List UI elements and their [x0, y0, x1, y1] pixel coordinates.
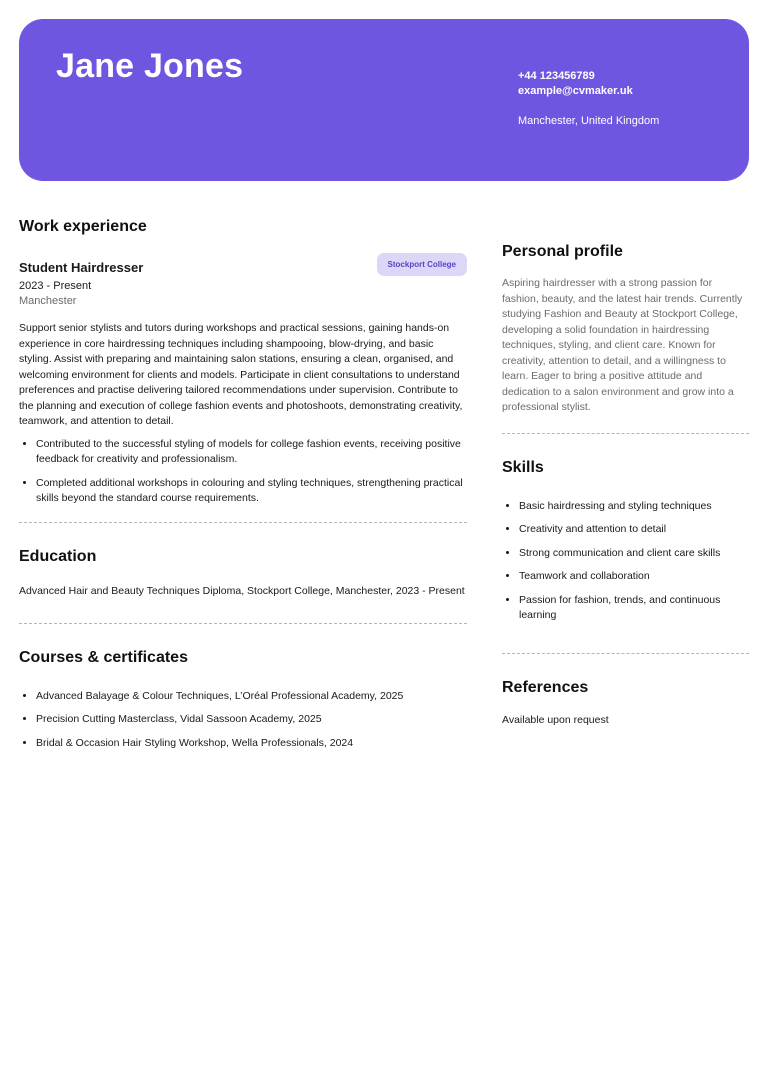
- email-address: example@cvmaker.uk: [518, 85, 633, 97]
- profile-section: [502, 243, 749, 416]
- list-item: • Advanced Balayage & Colour Techniques, L’Oréal Professional Academy, 2025: [36, 689, 467, 704]
- phone-number: +44 123456789: [518, 70, 595, 82]
- side-column: [502, 243, 749, 728]
- list-item: • Precision Cutting Masterclass, Vidal Sassoon Academy, 2025: [36, 712, 467, 727]
- list-item: • Teamwork and collaboration: [519, 569, 749, 584]
- list-item: • Contributed to the successful styling of models for college fashion events, receiving positive feedback for creativity and professionalism.: [36, 437, 467, 468]
- main-column: [19, 218, 467, 759]
- employer-badge: Stockport College: [377, 253, 467, 276]
- job-description: Support senior stylists and tutors during workshops and practical sessions, gaining hands-on experience in core hairdressing techniques including shampooing, blow-drying, and basic styling. Assist with preparing and maintaining salon stations, ensuring a clean, organised, and welcoming environment for clients and models. Participate in client consultations to understand preferences and practise delivering tailored recommendations under supervision. Contribute to the planning and execution of college fashion events and photoshoots, demonstrating creativity, teamwork, and attention to detail.: [19, 322, 463, 427]
- contact-info: [518, 69, 659, 129]
- skills-heading: Skills: [502, 458, 544, 476]
- education-heading: Education: [19, 547, 97, 565]
- job-dates: 2023 - Present: [19, 280, 92, 292]
- courses-heading: Courses & certificates: [19, 648, 188, 666]
- section-divider: [19, 623, 467, 624]
- references-section: [502, 679, 749, 728]
- profile-text: Aspiring hairdresser with a strong passion for fashion, beauty, and the latest hair trends. Currently studying Fashion and Beauty at Stockport College, developing a solid foundation in hairdressing techniques, styling, and client care. Known for creativity, attention to detail, and a willingness to learn. Eager to bring a positive attitude and dedication to a salon environment and grow into a professional stylist.: [502, 277, 743, 413]
- education-entry: Advanced Hair and Beauty Techniques Diploma, Stockport College, Manchester, 2023 - Present: [19, 584, 465, 597]
- courses-section: [19, 649, 467, 751]
- list-item: • Basic hairdressing and styling techniques: [519, 499, 749, 514]
- job-title: Student Hairdresser: [19, 260, 144, 275]
- list-item: • Bridal & Occasion Hair Styling Workshop, Wella Professionals, 2024: [36, 736, 467, 751]
- job-location: Manchester: [19, 295, 77, 307]
- education-section: [19, 548, 467, 599]
- list-item: • Completed additional workshops in colouring and styling techniques, strengthening practical skills beyond the standard course requirements.: [36, 476, 467, 507]
- skills-list: [502, 499, 749, 623]
- work-experience-heading: Work experience: [19, 218, 147, 235]
- list-item: • Creativity and attention to detail: [519, 522, 749, 537]
- courses-list: [19, 689, 467, 751]
- list-item: • Passion for fashion, trends, and continuous learning: [519, 593, 749, 623]
- skills-section: [502, 459, 749, 623]
- references-heading: References: [502, 678, 589, 696]
- section-divider: [19, 522, 467, 523]
- section-divider: [502, 653, 749, 654]
- job-header: [19, 259, 467, 279]
- achievement-list: [19, 437, 467, 507]
- section-divider: [502, 433, 749, 434]
- references-text: Available upon request: [502, 713, 609, 726]
- work-experience-section: [19, 218, 467, 507]
- candidate-name: Jane Jones: [56, 47, 244, 85]
- profile-heading: Personal profile: [502, 243, 623, 260]
- header-banner: [19, 19, 749, 181]
- list-item: • Strong communication and client care skills: [519, 546, 749, 561]
- home-location: Manchester, United Kingdom: [518, 115, 660, 127]
